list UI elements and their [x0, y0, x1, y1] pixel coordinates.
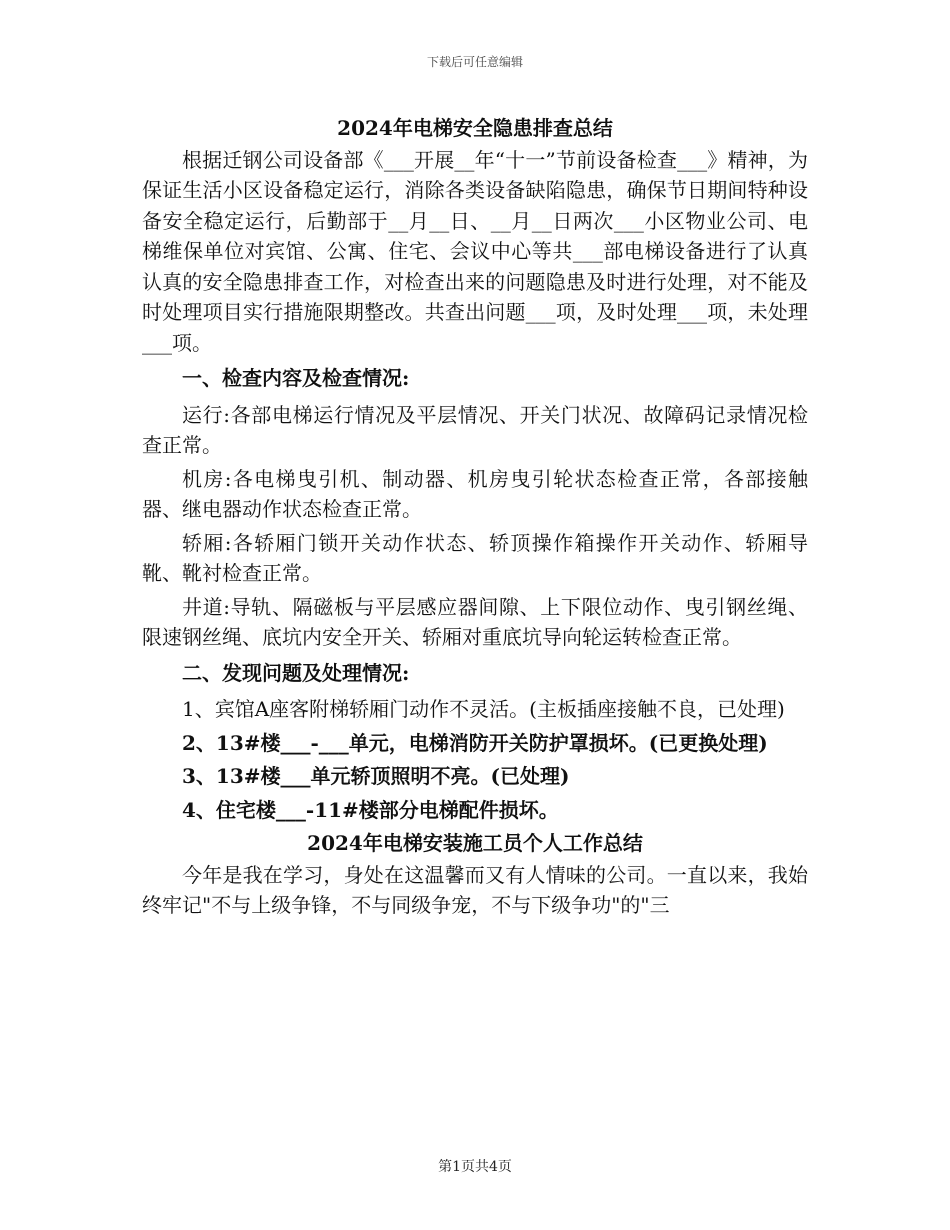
inspection-item-machine-room: 机房:各电梯曳引机、制动器、机房曳引轮状态检查正常，各部接触器、继电器动作状态检查正常。	[142, 466, 808, 521]
header-note: 下载后可任意编辑	[426, 55, 523, 69]
problem-item-1: 1、宾馆A座客附梯轿厢门动作不灵活。(主板插座接触不良，已处理)	[182, 697, 785, 721]
document-title: 2024年电梯安全隐患排查总结	[337, 116, 613, 140]
page-number-footer: 第1页共4页	[438, 1159, 512, 1175]
problem-item-3: 3、13#楼___单元轿顶照明不亮。(已处理)	[182, 764, 570, 788]
second-document-title: 2024年电梯安装施工员个人工作总结	[307, 831, 643, 855]
section-heading-inspection: 一、检查内容及检查情况:	[182, 366, 410, 390]
inspection-item-shaft: 井道:导轨、隔磁板与平层感应器间隙、上下限位动作、曳引钢丝绳、限速钢丝绳、底坑内安全开关、轿厢对重底坑导向轮运转检查正常。	[142, 594, 808, 649]
document-body	[142, 113, 808, 924]
inspection-item-operation: 运行:各部电梯运行情况及平层情况、开关门状况、故障码记录情况检查正常。	[142, 402, 808, 457]
intro-paragraph: 根据迁钢公司设备部《___开展__年“十一”节前设备检查___》精神，为保证生活小区设备稳定运行，消除各类设备缺陷隐患，确保节日期间特种设备安全稳定运行，后勤部于__月__日、__月__日两次___小区物业公司、电梯维保单位对宾馆、公寓、住宅、会议中心等共___部电梯设备进行了认真认真的安全隐患排查工作，对检查出来的问题隐患及时进行处理，对不能及时处理项目实行措施限期整改。共查出问题___项，及时处理___项，未处理___项。	[142, 147, 808, 355]
section-heading-problems: 二、发现问题及处理情况:	[182, 660, 410, 685]
problem-item-4: 4、住宅楼___-11#楼部分电梯配件损坏。	[182, 797, 559, 822]
second-intro-paragraph: 今年是我在学习，身处在这温馨而又有人情味的公司。一直以来，我始终牢记"不与上级争锋，不与同级争宠，不与下级争功"的"三	[142, 862, 808, 917]
inspection-item-car: 轿厢:各轿厢门锁开关动作状态、轿顶操作箱操作开关动作、轿厢导靴、靴衬检查正常。	[142, 530, 808, 585]
problem-item-2: 2、13#楼___-___单元，电梯消防开关防护罩损坏。(已更换处理)	[182, 730, 768, 755]
